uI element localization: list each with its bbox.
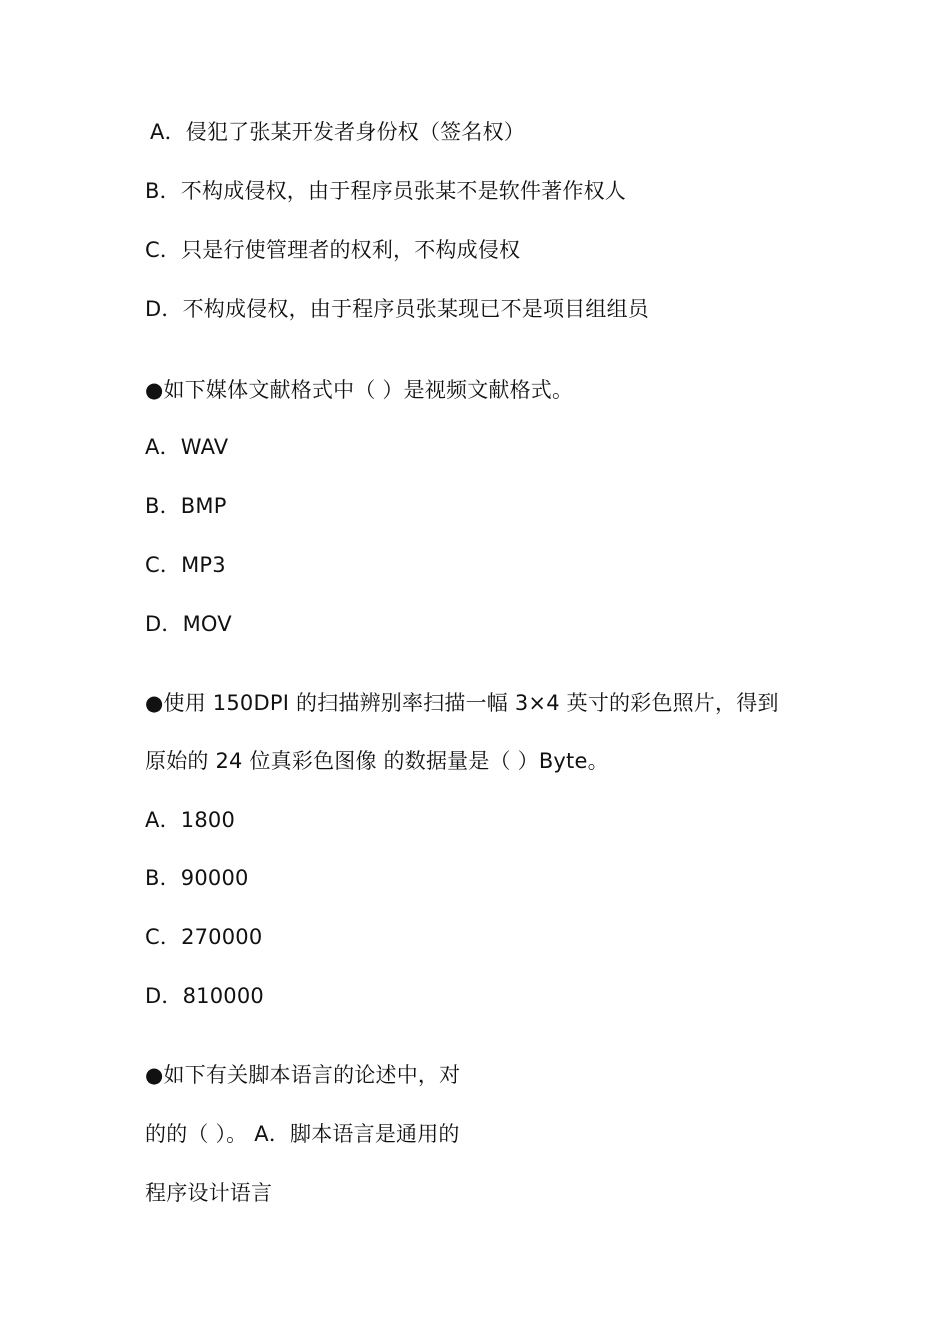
option-a-q1: A．侵犯了张某开发者身份权（签名权） xyxy=(150,120,525,144)
question-script-line3: 程序设计语言 xyxy=(145,1181,273,1205)
question-script-line1: ●如下有关脚本语言的论述中，对 xyxy=(145,1063,461,1087)
option-a-q2: A．WAV xyxy=(145,435,229,459)
question-scan-line1: ●使用 150DPI 的扫描辨别率扫描一幅 3×4 英寸的彩色照片，得到 xyxy=(145,691,779,715)
question-scan-line2: 原始的 24 位真彩色图像 的数据量是（ ）Byte。 xyxy=(145,749,609,773)
option-b-q1: B．不构成侵权，由于程序员张某不是软件著作权人 xyxy=(145,179,627,203)
option-b-q2: B．BMP xyxy=(145,494,227,518)
question-video-format: ●如下媒体文献格式中（ ）是视频文献格式。 xyxy=(145,378,574,402)
option-a-q3: A．1800 xyxy=(145,808,236,832)
question-script-line2: 的的（ ）。 A．脚本语言是通用的 xyxy=(145,1122,460,1146)
option-b-q3: B．90000 xyxy=(145,866,249,890)
option-d-q1: D．不构成侵权，由于程序员张某现已不是项目组组员 xyxy=(145,297,649,321)
option-c-q2: C．MP3 xyxy=(145,553,226,577)
option-c-q3: C．270000 xyxy=(145,925,263,949)
option-d-q2: D．MOV xyxy=(145,612,232,636)
option-d-q3: D．810000 xyxy=(145,984,264,1008)
option-c-q1: C．只是行使管理者的权利，不构成侵权 xyxy=(145,238,521,262)
